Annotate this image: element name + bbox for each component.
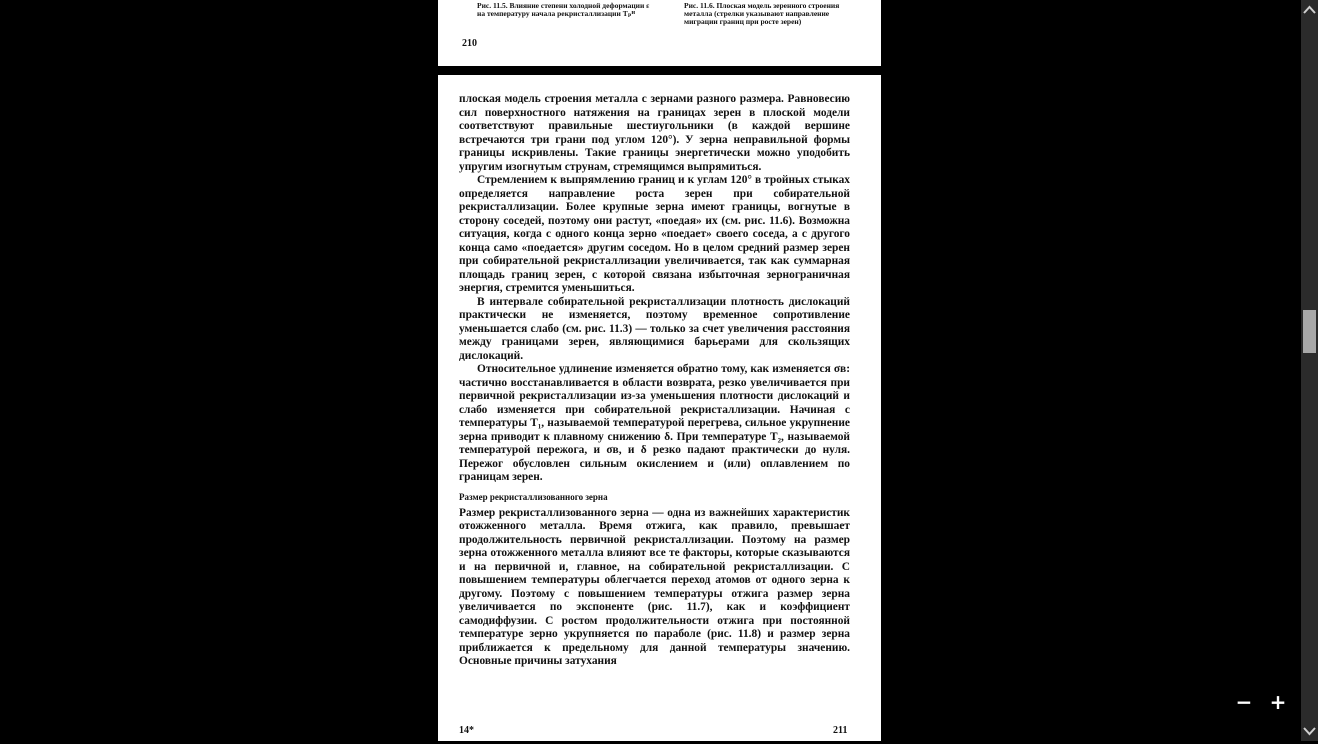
page-number: 210 [462, 38, 477, 49]
signature-mark: 14* [459, 725, 474, 736]
page-number: 211 [833, 725, 848, 736]
paragraph: Стремлением к выпрямлению границ и к углам 120° в тройных стыках определяется направление роста зерен при собирательной рекристаллизации. Более крупные зерна имеют границы, вогнутые в сторону соседей, поэтому они растут, «поедая» их (см. рис. 11.6). Возможна ситуация, когда с одного конца зерно «поедает» своего соседа, а с другого конца само «поедается» другим соседом. Но в целом средний размер зерен при собирательной рекристаллизации увеличивается, так как суммарная площадь границ зерен, с которой связана избыточная зернограничная энергия, стремится уменьшиться. [459, 174, 850, 294]
figure-caption-11-6: Рис. 11.6. Плоская модель зеренного строения металла (стрелки указывают направление миграции границ при росте зерен) [684, 1, 840, 26]
paragraph: Размер рекристаллизованного зерна — одна из важнейших характеристик отожженного металла. Время отжига, как правило, превышает продолжительность первичной рекристаллизации. Поэтому на размер зерна отожженного металла влияют все те факторы, которые сказываются и на первичной и, главное, на собирательной рекристаллизации. С повышением температуры облегчается переход атомов от одного зерна к другому. Поэтому с повышением температуры отжига размер зерна увеличивается по экспоненте (рис. 11.7), как и коэффициент самодиффузии. С ростом продолжительности отжига при постоянной температуре зерно укрупняется по параболе (рис. 11.8) и размер зерна приближается к предельному для данной температуры значению. Основные причины затухания [459, 506, 850, 667]
zoom-in-button[interactable]: + [1269, 690, 1287, 714]
paragraph: Относительное удлинение изменяется обратно тому, как изменяется σв: частично восстанавливается в области возврата, резко увеличивается при первичной рекристаллизации из-за уменьшения плотности дислокаций и слабо изменяется при собирательной рекристаллизации. Начиная с температуры T₁, называемой температурой перегрева, сильное укрупнение зерна приводит к плавному снижению δ. При температуре T₂, называемой температурой пережога, и σв, и δ резко падают практически до нуля. Пережог обусловлен сильным окислением и (или) оплавлением по границам зерен. [459, 363, 850, 483]
scrollbar-thumb[interactable] [1303, 310, 1316, 353]
page-211 [438, 75, 881, 741]
zoom-out-button[interactable]: − [1235, 690, 1253, 714]
page-210-bottom [438, 0, 881, 66]
figure-caption-11-5: Рис. 11.5. Влияние степени холодной деформации ε на температуру начала рекристаллизации Tₚᴴ [477, 1, 650, 18]
paragraph: плоская модель строения металла с зернами разного размера. Равновесию сил поверхностного натяжения на границах зерен в плоской модели соответствуют правильные шестиугольники (в каждой вершине встречаются три грани под углом 120°). У зерна неправильной формы границы искривлены. Такие границы энергетически можно уподобить упругим изогнутым струнам, стремящимся выпрямиться. [459, 93, 850, 173]
vertical-scrollbar[interactable] [1301, 0, 1318, 741]
chevron-down-icon[interactable] [1301, 722, 1318, 739]
page-text [459, 93, 850, 669]
paragraph: В интервале собирательной рекристаллизации плотность дислокаций практически не изменяется, поэтому временное сопротивление уменьшается слабо (см. рис. 11.3) — только за счет увеличения расстояния между границами зерен, являющимися барьерами для скользящих дислокаций. [459, 295, 850, 362]
section-heading: Размер рекристаллизованного зерна [459, 491, 608, 502]
chevron-up-icon[interactable] [1301, 2, 1318, 19]
